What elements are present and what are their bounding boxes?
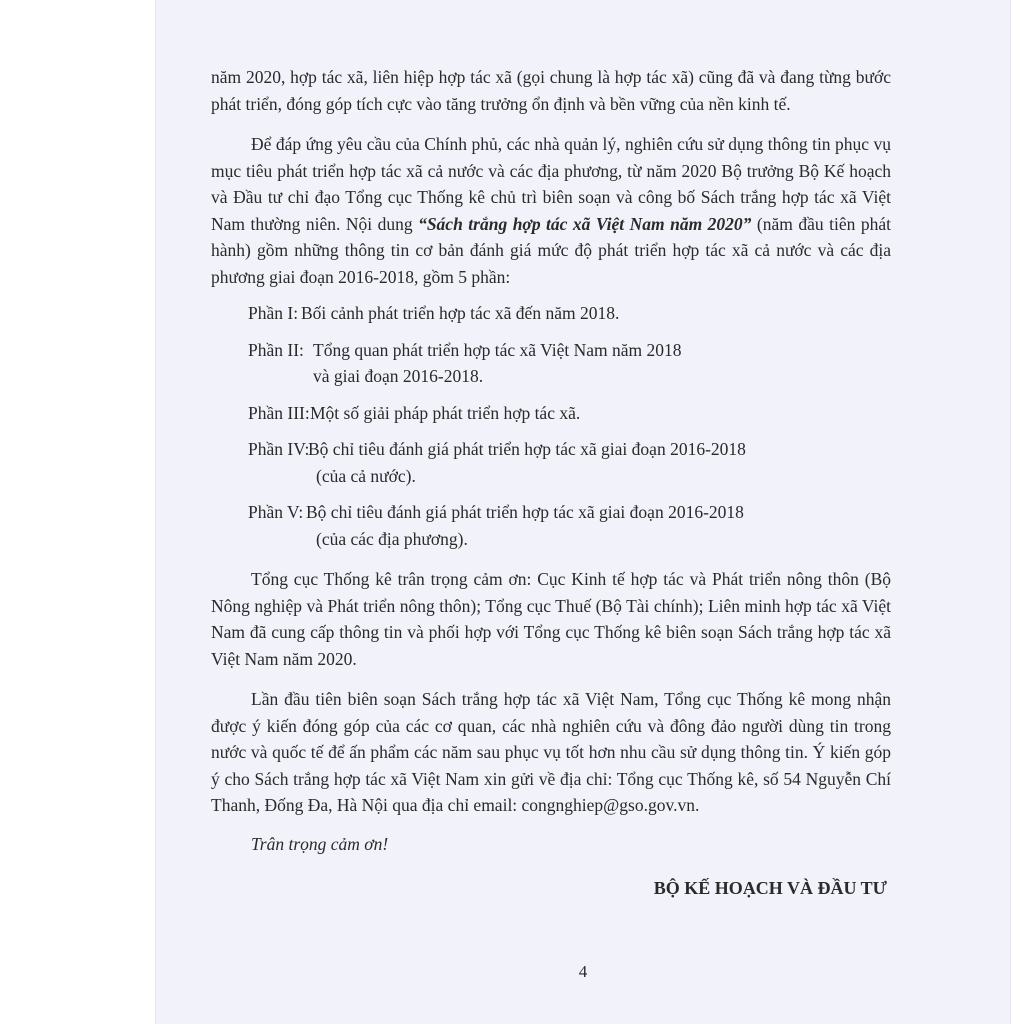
page-content [211,64,891,901]
part-item [211,337,891,390]
part-item [211,300,891,327]
part-item [211,436,891,489]
part-title-continuation: (của các địa phương). [316,528,468,549]
background-right [1010,0,1024,1024]
part-label: Phần IV: [248,439,310,459]
paragraph-2-text-before: Để đáp ứng yêu cầu của Chính phủ, các nhà quản lý, nghiên cứu sử dụng thông tin phục vụ mục tiêu phát triển hợp tác xã cả nước và các địa phương, từ năm 2020 Bộ trưởng Bộ Kế hoạch và Đầu tư chỉ đạo Tổng cục Thống kê chủ trì biên soạn và công bố Sách trắng hợp tác xã Việt Nam thường niên. Nội dung [211,134,891,234]
part-item [211,400,891,427]
part-title-continuation: và giai đoạn 2016-2018. [313,366,484,386]
part-title: Bộ chỉ tiêu đánh giá phát triển hợp tác xã giai đoạn 2016-2018 [306,502,744,522]
part-title: Tổng quan phát triển hợp tác xã Việt Nam năm 2018 [313,339,682,360]
part-title: Bối cảnh phát triển hợp tác xã đến năm 2018. [301,303,620,323]
paragraph-3: Tổng cục Thống kê trân trọng cảm ơn: Cục Kinh tế hợp tác và Phát triển nông thôn (Bộ Nông nghiệp và Phát triển nông thôn); Tổng cục Thuế (Bộ Tài chính); Liên minh hợp tác xã Việt Nam đã cung cấp thông tin và phối hợp với Tổng cục Thống kê biên soạn Sách trắng hợp tác xã Việt Nam năm 2020. [211,569,891,669]
closing-line: Trân trọng cảm ơn! [251,833,389,854]
paragraph-4: Lần đầu tiên biên soạn Sách trắng hợp tác xã Việt Nam, Tổng cục Thống kê mong nhận được ý kiến đóng góp của các cơ quan, các nhà nghiên cứu và đông đảo người dùng tin trong nước và quốc tế để ấn phẩm các năm sau phục vụ tốt hơn nhu cầu sử dụng thông tin. Ý kiến góp ý cho Sách trắng hợp tác xã Việt Nam xin gửi về địa chỉ: Tổng cục Thống kê, số 54 Nguyễn Chí Thanh, Đống Đa, Hà Nội qua địa chỉ email: congnghiep@gso.gov.vn. [211,689,891,815]
book-title-emphasis: “Sách trắng hợp tác xã Việt Nam năm 2020” [418,213,752,234]
paragraph-1: năm 2020, hợp tác xã, liên hiệp hợp tác xã (gọi chung là hợp tác xã) cũng đã và đang từng bước phát triển, đóng góp tích cực vào tăng trưởng ổn định và bền vững của nền kinh tế. [211,67,891,114]
part-label: Phần III: [248,402,310,423]
paragraph-2 [211,131,891,290]
document-page [156,0,1010,1024]
page-number: 4 [578,962,588,981]
part-item [211,499,891,552]
part-label: Phần I: [248,303,299,323]
part-label: Phần II: [248,339,304,360]
part-title-continuation: (của cả nước). [316,465,416,486]
background-left [0,0,156,1024]
signature: BỘ KẾ HOẠCH VÀ ĐẦU TƯ [653,878,887,898]
part-title: Một số giải pháp phát triển hợp tác xã. [310,402,581,423]
paragraph-2-text-after: (năm đầu tiên phát hành) gồm những thông tin cơ bản đánh giá mức độ phát triển hợp tác xã cả nước và các địa phương giai đoạn 2016-2018, gồm 5 phần: [211,213,891,287]
part-title: Bộ chỉ tiêu đánh giá phát triển hợp tác xã giai đoạn 2016-2018 [308,439,746,459]
part-label: Phần V: [248,502,304,522]
